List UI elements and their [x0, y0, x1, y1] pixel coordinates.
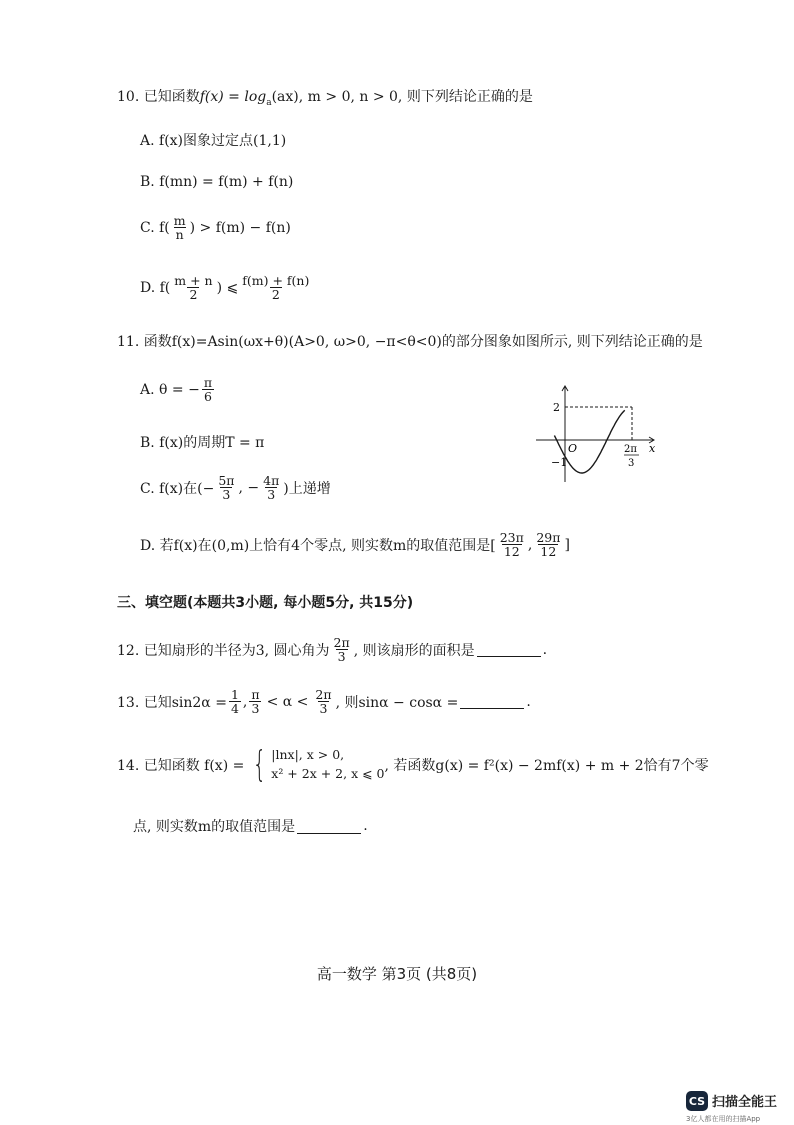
camscanner-logo-icon: CS [686, 1091, 708, 1111]
q11-c-frac1 [216, 474, 236, 501]
q13 [117, 688, 531, 715]
q10-option-a: A. f(x)图象过定点(1,1) [140, 133, 287, 149]
q14-answer-blank[interactable] [297, 819, 361, 834]
section-fill-blank-heading: 三、填空题(本题共3小题, 每小题5分, 共15分) [117, 595, 414, 611]
q14-case1: |lnx|, x > 0, [271, 747, 345, 762]
q11-c-mid: , − [238, 479, 260, 496]
q11-c-post: )上递增 [283, 480, 331, 497]
q14-pre: 14. 已知函数 f(x) = [117, 757, 245, 774]
q13-num1: 1 [230, 687, 239, 702]
q12-pre: 12. 已知扇形的半径为3, 圆心角为 [117, 642, 330, 659]
q13-mid1: , [242, 693, 248, 710]
q12-answer-blank[interactable] [477, 642, 541, 657]
q13-frac1 [229, 688, 241, 715]
q13-frac3 [313, 688, 333, 715]
label-tick-num: 2π [624, 444, 637, 455]
page-footer: 高一数学 第3页 (共8页) [316, 965, 478, 983]
q10-c-pre: C. f( [140, 219, 170, 236]
label-y-neg1: −1 [551, 456, 568, 469]
q12-post: , 则该扇形的面积是 [353, 642, 475, 659]
q12-num: 2π [333, 635, 350, 650]
q11-d-pre: D. 若f(x)在(0,m)上恰有4个零点, 则实数m的取值范围是[ [140, 537, 496, 554]
q14-line1 [117, 743, 709, 785]
q13-pre: 13. 已知sin2α = [117, 694, 227, 711]
q10-func-tail: (ax), m > 0, n > 0, 则下列结论正确的是 [271, 89, 533, 105]
q14-piecewise [248, 743, 385, 785]
q14-cases [271, 746, 384, 784]
q10-c-frac [172, 214, 188, 241]
q14-line2-text: 点, 则实数m的取值范围是 [133, 819, 296, 835]
q13-end: . [526, 693, 531, 710]
q14-case2: x² + 2x + 2, x ⩽ 0 [271, 765, 385, 781]
q13-den3: 3 [319, 701, 328, 717]
q12-den: 3 [337, 649, 346, 665]
q11-a-num: π [203, 375, 213, 390]
q14-end: . [363, 818, 368, 834]
q11-c-den1: 3 [222, 487, 231, 503]
q11-sine-graph [536, 382, 666, 487]
q13-frac2 [249, 688, 261, 715]
q11-c-den2: 3 [267, 487, 276, 503]
q11-c-pre: C. f(x)在(− [140, 480, 215, 497]
label-x-axis: x [649, 442, 656, 455]
q10-option-b: B. f(mn) = f(m) + f(n) [140, 174, 294, 190]
q12 [117, 636, 547, 663]
q11-option-a [140, 376, 216, 403]
q10-prefix: 10. 已知函数 [117, 89, 200, 105]
q11-d-den1: 12 [503, 544, 520, 560]
q13-answer-blank[interactable] [460, 694, 524, 709]
q11-option-c [140, 474, 331, 501]
q10-d-num2: f(m) + f(n) [242, 273, 310, 288]
q10-d-den2: 2 [271, 287, 280, 303]
q13-num2: π [251, 687, 260, 702]
watermark-brand: 扫描全能王 [712, 1095, 778, 1110]
q11-d-post: ] [564, 536, 570, 553]
q11-d-num2: 29π [536, 530, 561, 545]
q10-option-d [140, 274, 313, 301]
q11-d-den2: 12 [540, 544, 557, 560]
q14-line2 [133, 816, 368, 836]
q11-c-num1: 5π [218, 473, 235, 488]
q13-den2: 3 [251, 701, 260, 717]
q10-d-num1: m + n [174, 273, 213, 288]
q11-a-den: 6 [203, 389, 212, 405]
q11-d-mid: , [527, 536, 533, 553]
q12-frac [332, 636, 352, 663]
q10-d-frac1 [172, 274, 214, 301]
q11-d-frac2 [534, 531, 562, 558]
q12-end: . [542, 641, 548, 658]
q11-c-frac2 [261, 474, 281, 501]
q11-option-d [140, 531, 570, 558]
q10-d-pre: D. f( [140, 279, 171, 296]
left-brace-icon: { [252, 743, 267, 785]
watermark-slogan: 3亿人都在用的扫描App [686, 1115, 761, 1123]
q10-d-frac2 [240, 274, 311, 301]
q11-d-num1: 23π [499, 530, 524, 545]
q11-stem: 11. 函数f(x)=Asin(ωx+θ)(A>0, ω>0, −π<θ<0)的部分图象如图所示, 则下列结论正确的是 [117, 334, 703, 350]
q13-mid2: < α < [266, 693, 309, 710]
q10-log-base: a [266, 97, 272, 108]
q13-den1: 4 [230, 701, 239, 717]
q10-c-num: m [173, 213, 186, 228]
q10-c-post: ) > f(m) − f(n) [189, 219, 291, 236]
q10-func: f(x) = log [199, 89, 267, 105]
q10-option-c [140, 214, 291, 241]
q10-c-den: n [175, 227, 184, 243]
q11-c-num2: 4π [263, 473, 280, 488]
q10-d-mid: ) ⩽ [216, 279, 239, 296]
q11-option-b: B. f(x)的周期T = π [140, 435, 265, 451]
label-origin: O [568, 442, 578, 455]
label-y-2: 2 [553, 401, 560, 414]
q10-d-den1: 2 [189, 287, 198, 303]
q10-stem [117, 86, 533, 108]
q11-a-frac [202, 376, 214, 403]
q13-num3: 2π [315, 687, 332, 702]
q11-d-frac1 [498, 531, 526, 558]
label-tick-den: 3 [628, 458, 635, 469]
q11-a-pre: A. θ = − [140, 381, 200, 398]
q14-post: , 若函数g(x) = f²(x) − 2mf(x) + m + 2恰有7个零 [384, 757, 709, 774]
q13-post: , 则sinα − cosα = [335, 694, 459, 711]
